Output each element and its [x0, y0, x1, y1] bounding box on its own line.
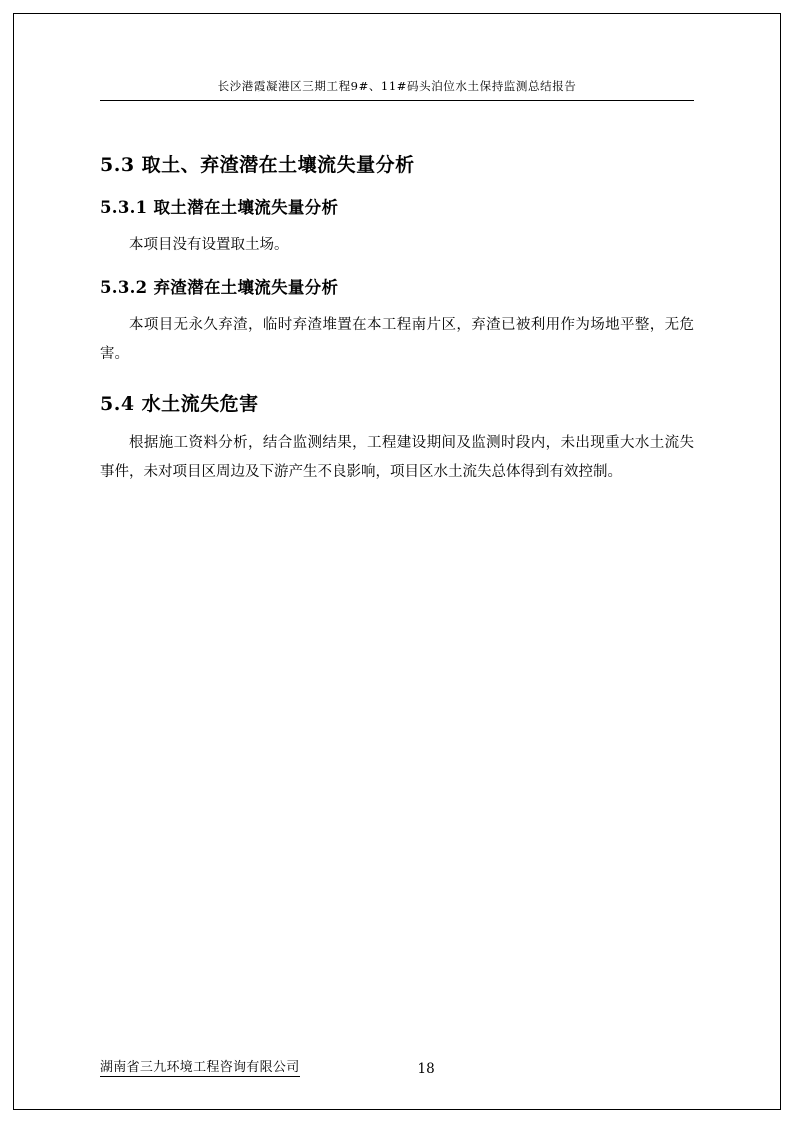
spacer [100, 127, 694, 151]
spacer [100, 368, 694, 390]
footer-company: 湖南省三九环境工程咨询有限公司 [100, 1056, 300, 1077]
page-content [100, 78, 694, 486]
footer-page-number: 18 [417, 1061, 435, 1077]
spacer [100, 300, 694, 311]
spacer [100, 180, 694, 196]
subsection-heading-5-3-2: 5.3.2 弃渣潜在土壤流失量分析 [100, 277, 339, 297]
section-heading-5-3: 5.3 取土、弃渣潜在土壤流失量分析 [100, 154, 415, 177]
spacer [100, 260, 694, 276]
subsection-heading-5-3-1: 5.3.1 取土潜在土壤流失量分析 [100, 197, 339, 217]
paragraph-5-3-1: 本项目没有设置取土场。 [129, 237, 289, 254]
paragraph-5-4: 根据施工资料分析，结合监测结果，工程建设期间及监测时段内，未出现重大水土流失事件，未对项目区周边及下游产生不良影响，项目区水土流失总体得到有效控制。 [100, 435, 694, 480]
page-footer [100, 1056, 694, 1077]
paragraph-5-3-2: 本项目无永久弃渣，临时弃渣堆置在本工程南片区，弃渣已被利用作为场地平整，无危害。 [100, 317, 694, 362]
spacer [100, 418, 694, 429]
spacer [100, 220, 694, 231]
document-body [100, 127, 694, 486]
section-heading-5-4: 5.4 水土流失危害 [100, 392, 259, 415]
page-header: 长沙港霞凝港区三期工程9#、11#码头泊位水土保持监测总结报告 [100, 78, 694, 101]
